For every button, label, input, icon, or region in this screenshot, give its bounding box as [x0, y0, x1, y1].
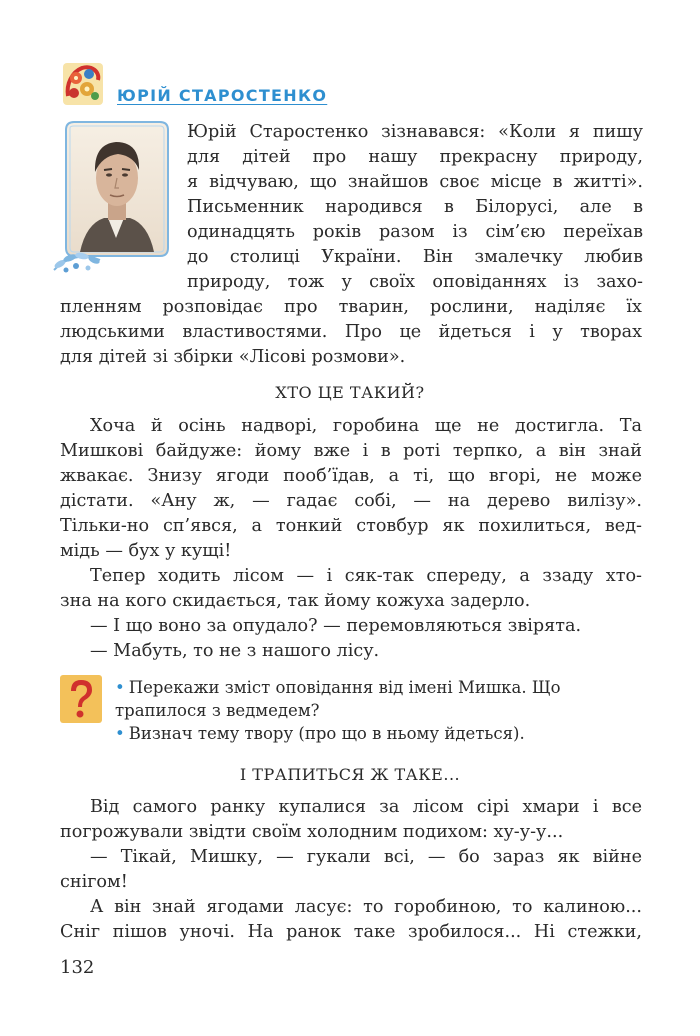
story-line: Тепер ходить лісом — і сяк-так спереду, а ззаду хто-	[90, 566, 642, 586]
bio-line: одинадцять років разом із сім’єю переїхав	[187, 222, 643, 242]
story-line: — Мабуть, то не з нашого лісу.	[90, 641, 380, 661]
story-line: снігом!	[60, 872, 128, 892]
question-mark-icon	[60, 675, 102, 723]
story-line: Хоча й осінь надворі, горобина ще не достигла. Та	[90, 416, 642, 436]
story-line: погрожували звідти своїм холодним подихом: ху-у-у...	[60, 822, 564, 842]
story-line: жвакає. Знизу ягоди пооб’їдав, а ті, що вгорі, не може	[60, 466, 642, 486]
bio-line: Юрій Старостенко зізнавався: «Коли я пишу	[187, 122, 643, 142]
author-name-heading: ЮРІЙ СТАРОСТЕНКО	[117, 86, 328, 105]
story-line: зна на кого скидається, так йому кожуха задерло.	[60, 591, 531, 611]
story-line: Мишкові байдуже: йому вже і в роті терпко, а він знай	[60, 441, 642, 461]
question-text: Визнач тему твору (про що в ньому йдеться).	[128, 724, 525, 743]
bio-line: для дітей про нашу прекрасну природу,	[187, 147, 643, 167]
story-line: дістати. «Ану ж, — гадає собі, — на дерево вилізу».	[60, 491, 642, 511]
author-bio-wrapped	[187, 120, 643, 295]
flower-ornament-icon	[62, 62, 104, 106]
bio-line: Письменник народився в Білорусі, але в	[187, 197, 643, 217]
story-line: мідь — бух у кущі!	[60, 541, 232, 561]
story-line: Від самого ранку купалися за лісом сірі хмари і все	[90, 797, 642, 817]
question-item	[115, 676, 645, 699]
author-portrait	[52, 120, 176, 276]
story-title: І ТРАПИТЬСЯ Ж ТАКЕ...	[239, 765, 461, 784]
bio-line: природу, тож у своїх оповіданнях із захо-	[187, 272, 643, 292]
story-line: — І що воно за опудало? — перемовляються звірята.	[90, 616, 582, 636]
bio-line: я відчуваю, що знайшов своє місце в житті».	[187, 172, 643, 192]
story-title: ХТО ЦЕ ТАКИЙ?	[275, 383, 425, 402]
question-item-continued: трапилося з ведмедем?	[115, 701, 320, 720]
story-line: А він знай ягодами ласує: то горобиною, то калиною...	[90, 897, 642, 917]
bio-line: пленням розповідає про тварин, рослини, наділяє їх	[60, 297, 642, 317]
author-bio-full	[60, 295, 642, 370]
questions-block	[115, 676, 645, 745]
bullet-icon: •	[115, 724, 125, 743]
bio-line: до столиці України. Він змалечку любив	[187, 247, 643, 267]
question-item	[115, 722, 645, 745]
question-text: Перекажи зміст оповідання від імені Мишка. Що	[128, 678, 561, 697]
bio-line: для дітей зі збірки «Лісові розмови».	[60, 347, 406, 367]
story-text	[60, 795, 642, 945]
bullet-icon: •	[115, 678, 125, 697]
story-line: Сніг пішов уночі. На ранок таке зробилося... Ні стежки,	[60, 922, 642, 942]
story-line: Тільки-но сп’явся, а тонкий стовбур як похилиться, вед-	[60, 516, 642, 536]
bio-line: людськими властивостями. Про це йдеться і у творах	[60, 322, 642, 342]
story-text	[60, 414, 642, 664]
page-number: 132	[60, 957, 95, 978]
story-line: — Тікай, Мишку, — гукали всі, — бо зараз як війне	[90, 847, 642, 867]
